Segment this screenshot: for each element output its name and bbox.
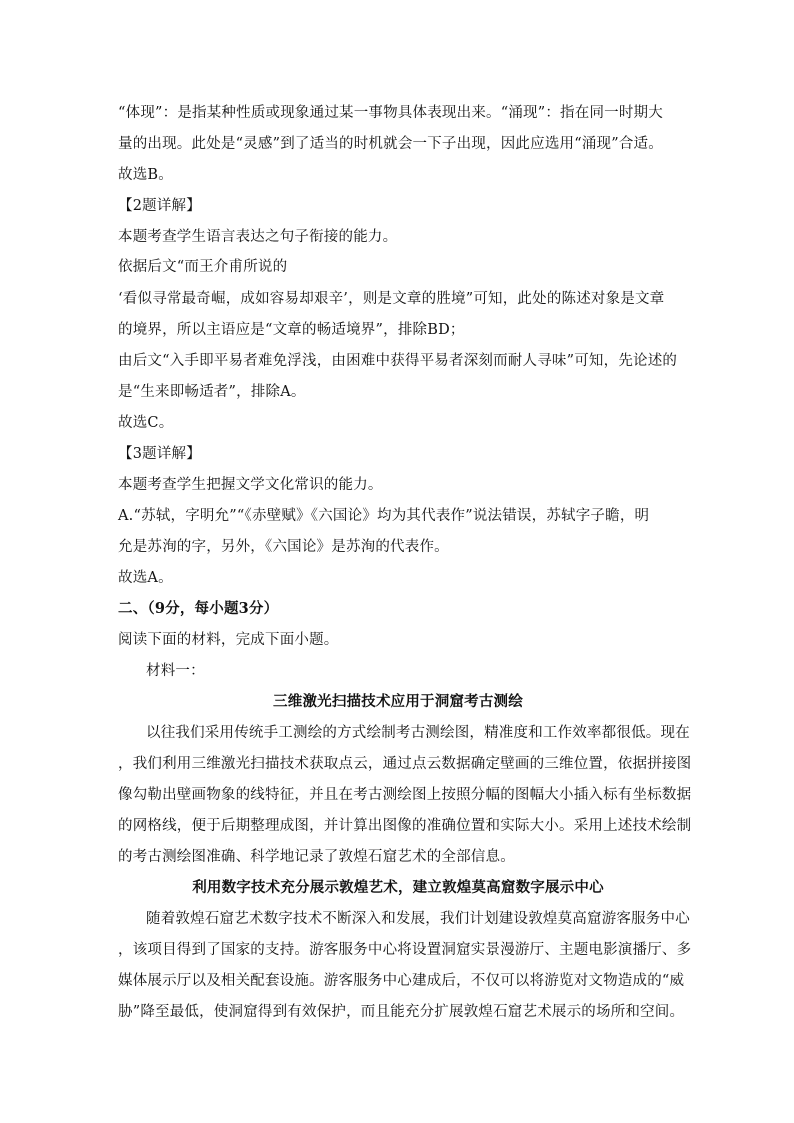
text-line: 故选C。 xyxy=(118,415,174,431)
text-line: ，该项目得到了国家的支持。游客服务中心将设置洞窟实景漫游厅、主题电影演播厅、多 xyxy=(118,942,692,958)
text-line: 阅读下面的材料，完成下面小题。 xyxy=(118,632,339,648)
question-section-heading: 二、（9分，每小题3分） xyxy=(118,600,279,617)
text-line: 是“生来即畅适者”，排除A。 xyxy=(118,384,306,400)
text-line: 量的出现。此处是“灵感”到了适当的时机就会一下子出现，因此应选用“涌现”合适。 xyxy=(118,136,663,152)
text-line: 媒体展示厅以及相关配套设施。游客服务中心建成后，不仅可以将游览对文物造成的“威 xyxy=(118,973,685,989)
material-title: 三维激光扫描技术应用于洞窟考古测绘 xyxy=(273,693,523,710)
text-line: 以往我们采用传统手工测绘的方式绘制考古测绘图，精准度和工作效率都很低。现在 xyxy=(146,725,690,741)
text-line: “体现”：是指某种性质或现象通过某一事物具体表现出来。“涌现”：指在同一时期大 xyxy=(118,105,663,121)
text-line: 依据后文“而王介甫所说的 xyxy=(118,259,288,275)
text-line: ‘看似寻常最奇崛，成如容易却艰辛’，则是文章的胜境”可知，此处的陈述对象是文章 xyxy=(118,291,665,307)
text-line: 随着敦煌石窟艺术数字技术不断深入和发展，我们计划建设敦煌莫高窟游客服务中心 xyxy=(146,911,690,927)
material-label: 材料一： xyxy=(146,663,205,679)
text-line: 的考古测绘图准确、科学地记录了敦煌石窟艺术的全部信息。 xyxy=(118,849,515,865)
text-line: 本题考查学生语言表达之句子衔接的能力。 xyxy=(118,229,398,245)
text-line: 胁”降至最低，使洞窟得到有效保护，而且能充分扩展敦煌石窟艺术展示的场所和空间。 xyxy=(118,1004,685,1020)
text-line: ，我们利用三维激光扫描技术获取点云，通过点云数据确定壁画的三维位置，依据拼接图 xyxy=(118,756,692,772)
text-line: 的境界，所以主语应是“文章的畅适境界”，排除BD； xyxy=(118,322,465,338)
text-line: 允是苏洵的字，另外，《六国论》是苏洵的代表作。 xyxy=(118,539,449,555)
text-line: 故选A。 xyxy=(118,570,173,586)
text-line: 本题考查学生把握文学文化常识的能力。 xyxy=(118,477,383,493)
material-subtitle: 利用数字技术充分展示敦煌艺术，建立敦煌莫高窟数字展示中心 xyxy=(192,879,604,896)
text-line: 的网格线，便于后期整理成图，并计算出图像的准确位置和实际大小。采用上述技术绘制 xyxy=(118,818,692,834)
section-heading: 【3题详解】 xyxy=(118,446,201,462)
text-line: A.“苏轼，字明允”“《赤壁赋》《六国论》均为其代表作”说法错误，苏轼字子瞻，明 xyxy=(118,508,650,524)
text-line: 由后文“入手即平易者难免浮浅，由困难中获得平易者深刻而耐人寻味”可知，先论述的 xyxy=(118,353,678,369)
text-line: 故选B。 xyxy=(118,167,173,183)
text-line: 像勾勒出壁画物象的线特征，并且在考古测绘图上按照分幅的图幅大小插入标有坐标数据 xyxy=(118,787,692,803)
section-heading: 【2题详解】 xyxy=(118,198,201,214)
